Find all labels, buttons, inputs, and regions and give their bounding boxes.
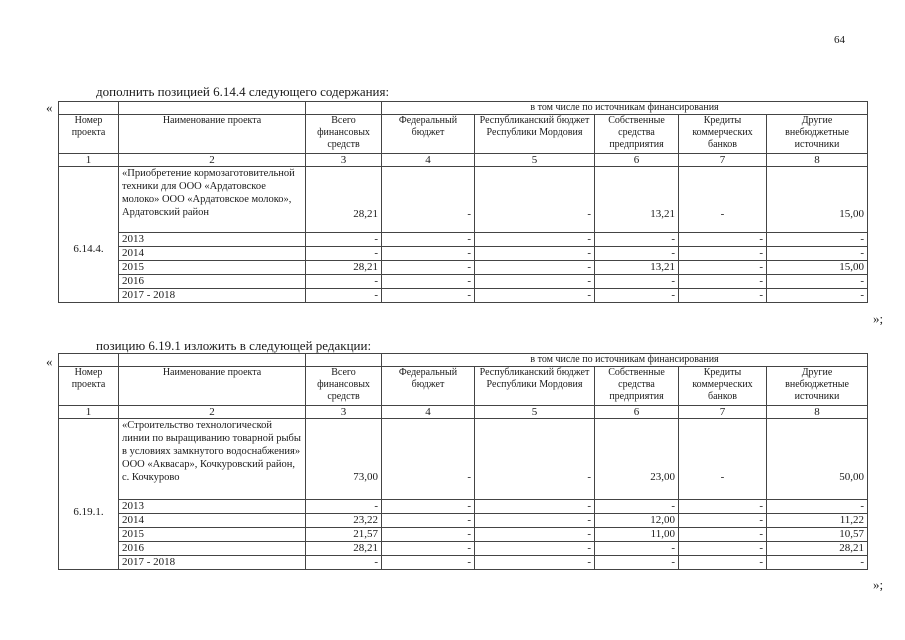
project-value: -: [475, 167, 595, 233]
column-header: Собственные средства предприятия: [595, 115, 679, 154]
year-value: -: [475, 556, 595, 570]
year-value: -: [767, 247, 868, 261]
project-value: 50,00: [767, 419, 868, 500]
column-header: Федеральный бюджет: [382, 115, 475, 154]
project-name: «Приобретение кормозаготовительной техники для ООО «Ардатовское молоко» ООО «Ардатовское молоко», Ардатовский район: [119, 167, 306, 233]
column-header: Наименование проекта: [119, 115, 306, 154]
year-value: -: [306, 500, 382, 514]
year-value: -: [767, 500, 868, 514]
closing-quote: »;: [873, 577, 884, 592]
year-value: 15,00: [767, 261, 868, 275]
column-header: Собственные средства предприятия: [595, 367, 679, 406]
year-value: -: [475, 528, 595, 542]
year-value: -: [382, 500, 475, 514]
year-value: -: [767, 289, 868, 303]
column-number: 3: [306, 154, 382, 167]
funding-sources-header: в том числе по источникам финансирования: [382, 354, 868, 367]
year-value: -: [595, 247, 679, 261]
header-blank: [119, 102, 306, 115]
year-value: -: [475, 289, 595, 303]
year-value: -: [382, 233, 475, 247]
year-row: [59, 261, 868, 275]
project-value: -: [475, 419, 595, 500]
year-row: [59, 528, 868, 542]
project-table: [58, 101, 868, 303]
year-value: -: [679, 289, 767, 303]
column-number: 5: [475, 406, 595, 419]
project-value: 23,00: [595, 419, 679, 500]
column-header: Наименование проекта: [119, 367, 306, 406]
column-number: 5: [475, 154, 595, 167]
project-value: -: [679, 419, 767, 500]
header-blank: [306, 102, 382, 115]
opening-quote: «: [46, 100, 53, 115]
column-header: Номер проекта: [59, 367, 119, 406]
header-blank: [119, 354, 306, 367]
year-value: -: [767, 233, 868, 247]
year-value: -: [306, 233, 382, 247]
year-row: [59, 500, 868, 514]
year-value: -: [475, 247, 595, 261]
column-header: Кредиты коммерческих банков: [679, 367, 767, 406]
project-number: 6.14.4.: [59, 167, 119, 303]
year-value: -: [475, 275, 595, 289]
section-intro: дополнить позицией 6.14.4 следующего содержания:: [96, 84, 390, 99]
project-value: -: [679, 167, 767, 233]
year-label: 2013: [119, 500, 306, 514]
year-value: -: [679, 233, 767, 247]
year-value: 23,22: [306, 514, 382, 528]
column-number: 6: [595, 154, 679, 167]
column-number: 3: [306, 406, 382, 419]
year-value: -: [679, 514, 767, 528]
year-value: -: [767, 275, 868, 289]
header-row: [59, 115, 868, 154]
year-value: -: [679, 500, 767, 514]
project-value: 13,21: [595, 167, 679, 233]
year-value: 12,00: [595, 514, 679, 528]
year-value: -: [382, 528, 475, 542]
project-value: -: [382, 419, 475, 500]
header-blank: [59, 354, 119, 367]
year-label: 2017 - 2018: [119, 556, 306, 570]
column-header: Номер проекта: [59, 115, 119, 154]
column-header: Республиканский бюджет Республики Мордовия: [475, 367, 595, 406]
year-row: [59, 514, 868, 528]
project-table: [58, 353, 868, 570]
page-number: 64: [834, 34, 845, 46]
year-value: -: [382, 247, 475, 261]
year-value: -: [306, 275, 382, 289]
column-number: 7: [679, 154, 767, 167]
column-header: Федеральный бюджет: [382, 367, 475, 406]
column-header: Другие внебюджетные источники: [767, 367, 868, 406]
project-row: [59, 419, 868, 500]
column-header: Кредиты коммерческих банков: [679, 115, 767, 154]
year-value: -: [679, 275, 767, 289]
closing-quote: »;: [873, 311, 884, 326]
year-value: -: [475, 500, 595, 514]
year-value: -: [679, 556, 767, 570]
year-value: 11,22: [767, 514, 868, 528]
year-label: 2013: [119, 233, 306, 247]
year-value: -: [595, 289, 679, 303]
project-value: 73,00: [306, 419, 382, 500]
year-value: 28,21: [306, 542, 382, 556]
project-name: «Строительство технологической линии по выращиванию товарной рыбы в условиях замкнутого водоснабжения» ООО «Аквасар», Кочкуровский район, с. Кочкурово: [119, 419, 306, 500]
section-intro: позицию 6.19.1 изложить в следующей редакции:: [96, 338, 372, 353]
year-value: -: [679, 261, 767, 275]
year-value: -: [475, 514, 595, 528]
column-number-row: [59, 154, 868, 167]
year-value: -: [595, 556, 679, 570]
funding-sources-header: в том числе по источникам финансирования: [382, 102, 868, 115]
year-value: -: [306, 556, 382, 570]
year-value: 21,57: [306, 528, 382, 542]
column-number-row: [59, 406, 868, 419]
year-value: -: [679, 247, 767, 261]
column-number: 2: [119, 154, 306, 167]
column-number: 7: [679, 406, 767, 419]
year-label: 2014: [119, 247, 306, 261]
year-value: 11,00: [595, 528, 679, 542]
column-number: 1: [59, 154, 119, 167]
header-blank: [59, 102, 119, 115]
year-value: -: [382, 514, 475, 528]
project-value: 28,21: [306, 167, 382, 233]
column-header: Республиканский бюджет Республики Мордовия: [475, 115, 595, 154]
column-number: 2: [119, 406, 306, 419]
column-header: Другие внебюджетные источники: [767, 115, 868, 154]
year-label: 2017 - 2018: [119, 289, 306, 303]
year-value: -: [475, 261, 595, 275]
column-header: Всего финансовых средств: [306, 367, 382, 406]
column-number: 6: [595, 406, 679, 419]
year-value: -: [306, 289, 382, 303]
year-value: -: [382, 556, 475, 570]
year-value: 28,21: [306, 261, 382, 275]
year-value: 28,21: [767, 542, 868, 556]
year-row: [59, 233, 868, 247]
year-value: 13,21: [595, 261, 679, 275]
project-value: 15,00: [767, 167, 868, 233]
year-row: [59, 247, 868, 261]
year-label: 2015: [119, 261, 306, 275]
year-value: -: [475, 233, 595, 247]
column-number: 8: [767, 154, 868, 167]
year-value: -: [595, 275, 679, 289]
project-value: -: [382, 167, 475, 233]
year-label: 2014: [119, 514, 306, 528]
project-row: [59, 167, 868, 233]
opening-quote: «: [46, 354, 53, 369]
year-row: [59, 289, 868, 303]
year-value: -: [475, 542, 595, 556]
year-value: -: [595, 233, 679, 247]
year-row: [59, 542, 868, 556]
year-value: -: [679, 528, 767, 542]
column-header: Всего финансовых средств: [306, 115, 382, 154]
header-row: [59, 354, 868, 367]
project-number: 6.19.1.: [59, 419, 119, 570]
year-value: -: [679, 542, 767, 556]
year-value: -: [306, 247, 382, 261]
year-value: -: [382, 275, 475, 289]
column-number: 4: [382, 406, 475, 419]
year-value: -: [382, 542, 475, 556]
year-value: -: [595, 542, 679, 556]
year-value: 10,57: [767, 528, 868, 542]
year-label: 2016: [119, 275, 306, 289]
year-label: 2015: [119, 528, 306, 542]
year-value: -: [382, 289, 475, 303]
year-value: -: [767, 556, 868, 570]
header-row: [59, 102, 868, 115]
year-row: [59, 275, 868, 289]
header-row: [59, 367, 868, 406]
column-number: 8: [767, 406, 868, 419]
column-number: 1: [59, 406, 119, 419]
year-value: -: [595, 500, 679, 514]
year-label: 2016: [119, 542, 306, 556]
header-blank: [306, 354, 382, 367]
column-number: 4: [382, 154, 475, 167]
year-value: -: [382, 261, 475, 275]
year-row: [59, 556, 868, 570]
